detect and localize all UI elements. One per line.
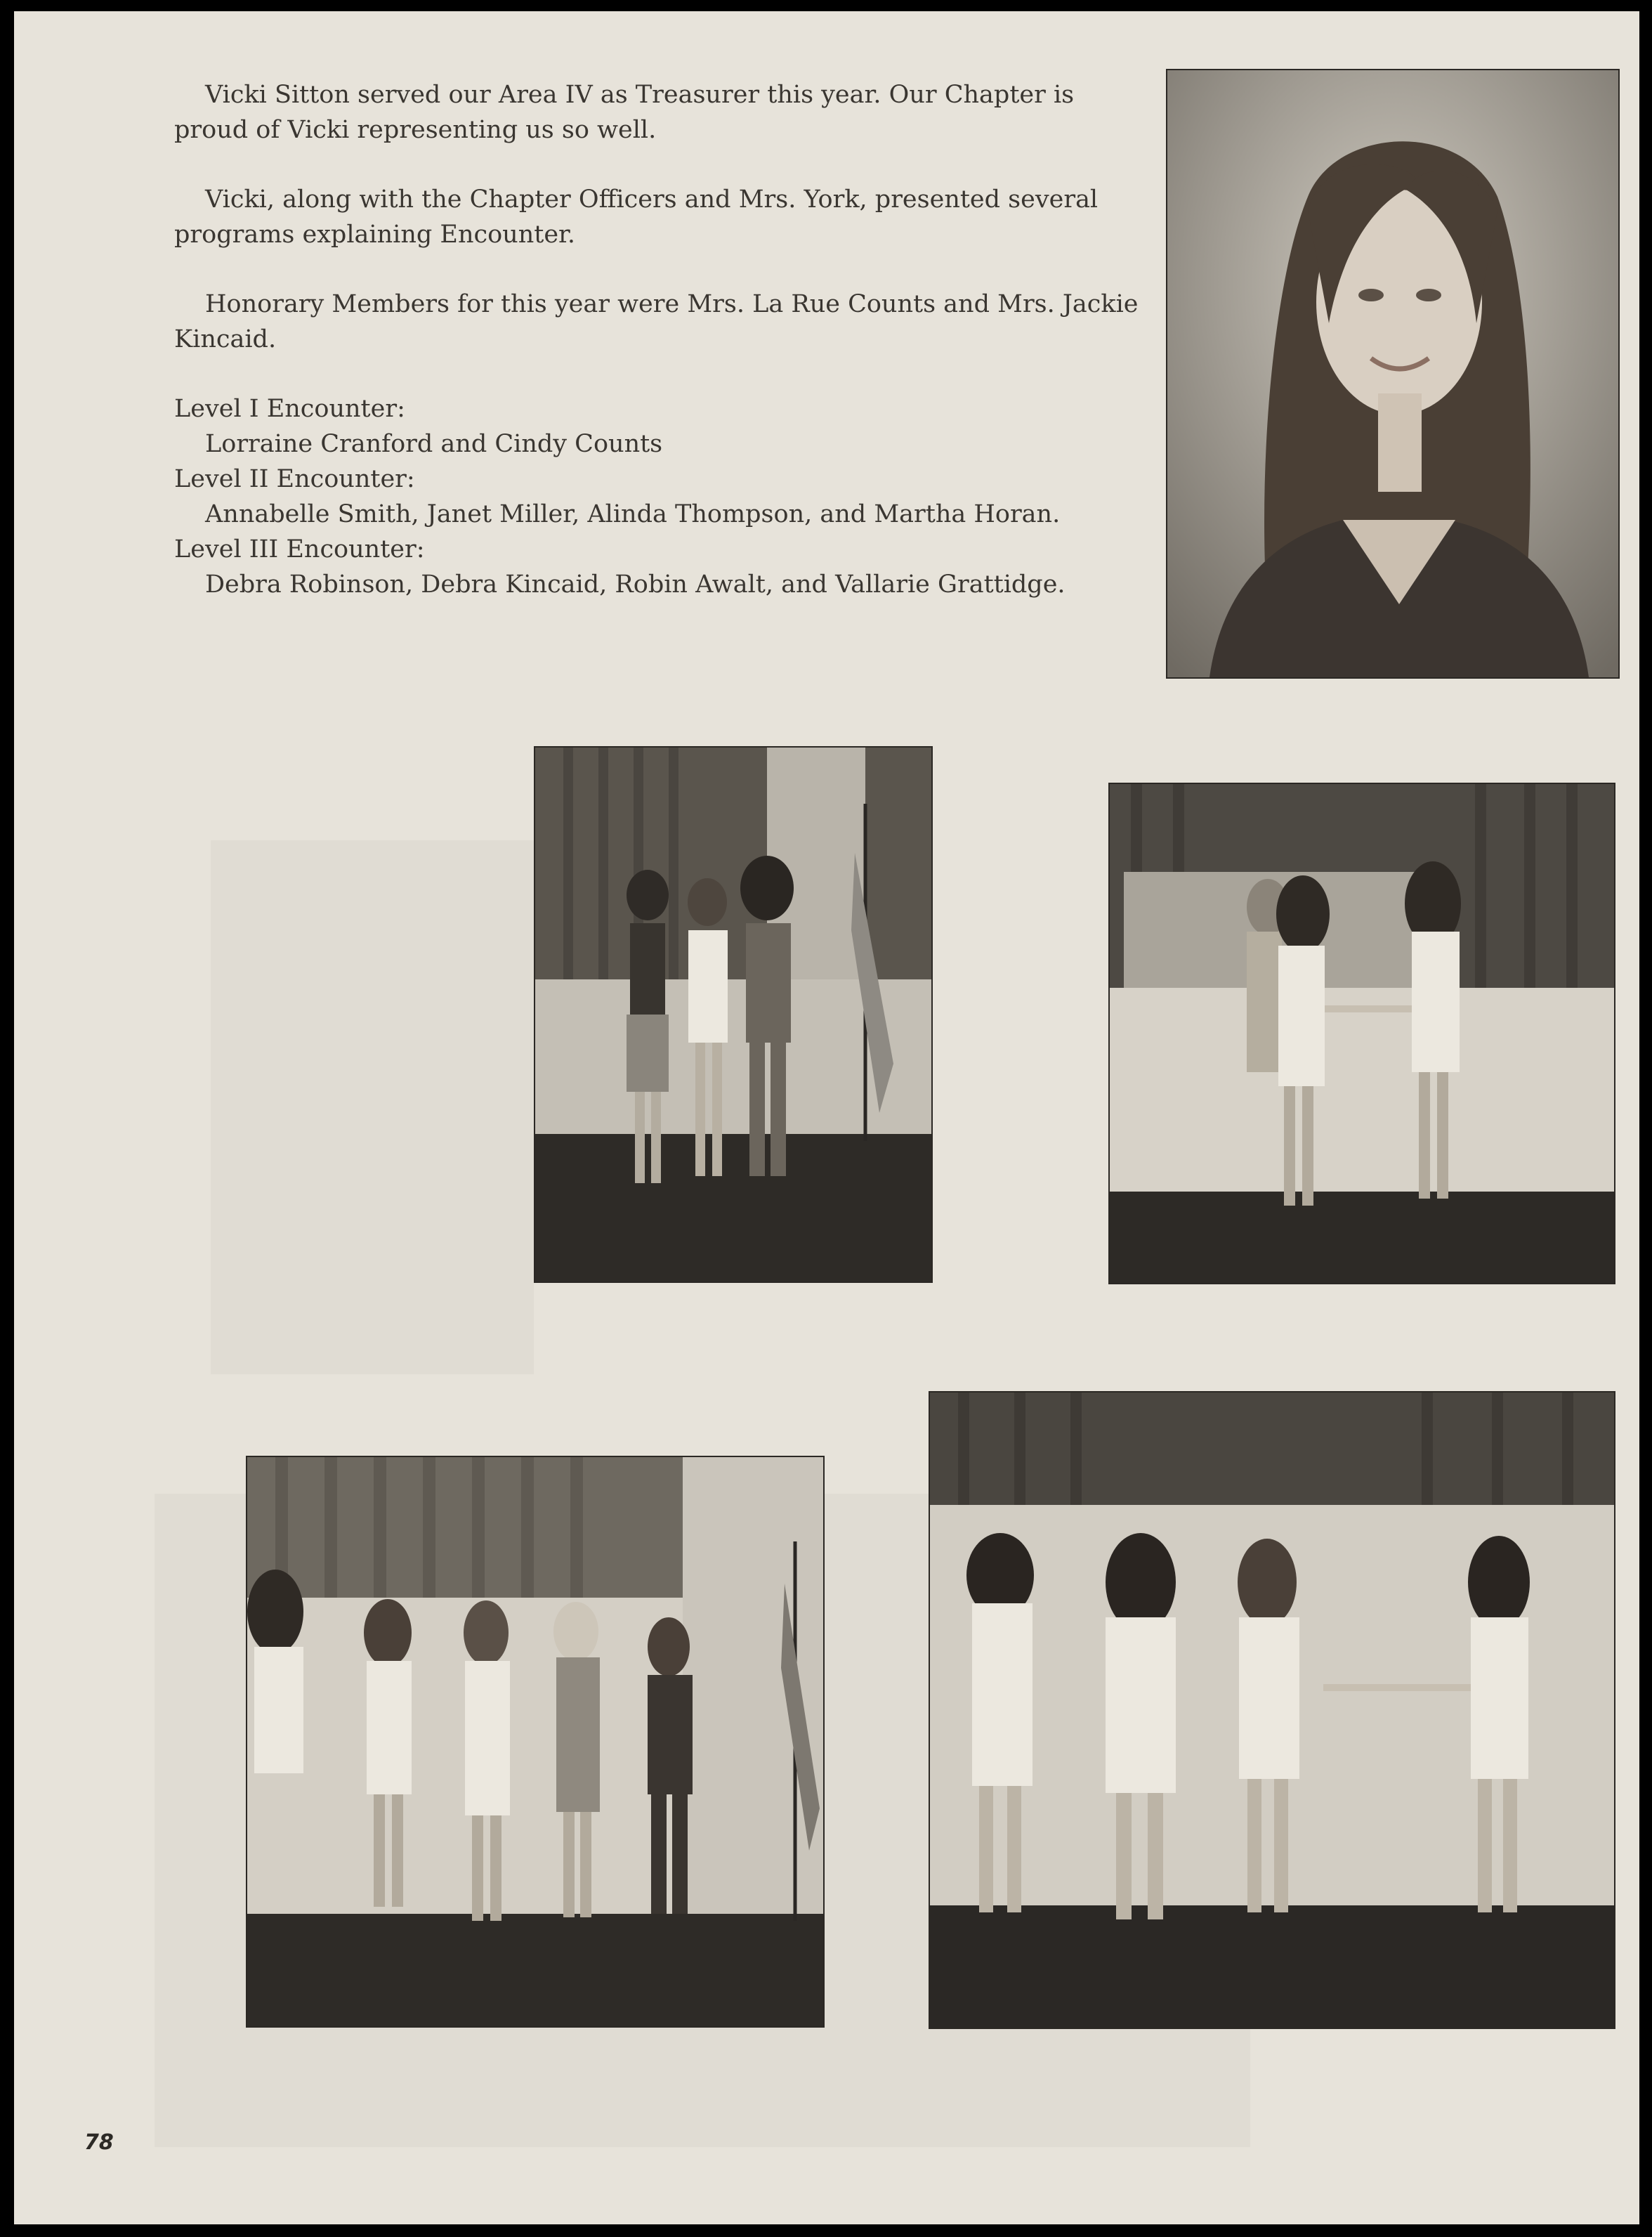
show-through-shadow — [211, 840, 534, 1374]
level-heading: Level III Encounter: — [174, 535, 425, 563]
yearbook-page — [14, 11, 1639, 2224]
article-text — [174, 77, 1143, 602]
article-paragraph: Vicki Sitton served our Area IV as Treasurer this year. Our Chapter is proud of Vicki representing us so well. — [174, 81, 1075, 144]
level-heading: Level I Encounter: — [174, 395, 405, 423]
article-paragraph: Honorary Members for this year were Mrs. La Rue Counts and Mrs. Jackie Kincaid. — [174, 290, 1139, 353]
level-members: Lorraine Cranford and Cindy Counts — [205, 430, 663, 458]
level-members: Annabelle Smith, Janet Miller, Alinda Thompson, and Martha Horan. — [205, 500, 1061, 528]
level-members: Debra Robinson, Debra Kincaid, Robin Awalt, and Vallarie Grattidge. — [205, 570, 1066, 599]
page-number: 78 — [84, 2130, 114, 2155]
certificate-group-photo — [246, 1456, 825, 2028]
stage-group-photo — [929, 1391, 1615, 2029]
group-photo-with-flag — [534, 746, 933, 1283]
encounter-levels — [174, 391, 1143, 602]
level-heading: Level II Encounter: — [174, 465, 415, 493]
article-paragraph: Vicki, along with the Chapter Officers and Mrs. York, presented several programs explaining Encounter. — [174, 185, 1099, 249]
handshake-photo — [1108, 783, 1615, 1284]
portrait-photo — [1166, 69, 1620, 679]
